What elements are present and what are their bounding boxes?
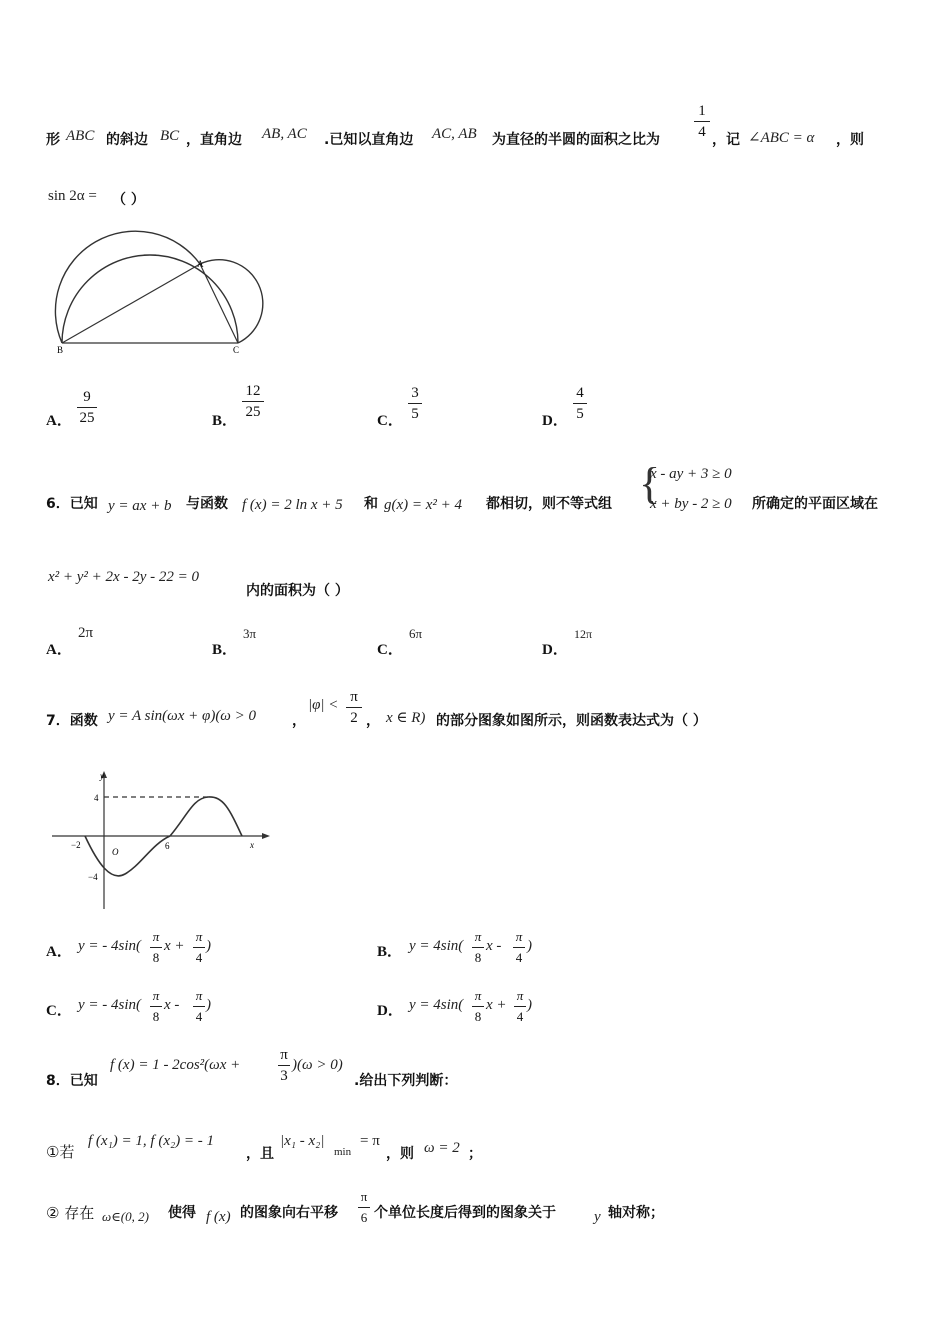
q6-option-d-label: D． (542, 642, 568, 658)
q6-text-4: 都相切，则不等式组 (486, 496, 612, 512)
q8-statement-1-pi: = π (360, 1133, 380, 1149)
q7-pi-half-fraction: π 2 (346, 688, 362, 727)
q8-statement-1-prefix: ①若 (46, 1143, 75, 1161)
q7-option-c-frac-1: π 8 (150, 987, 162, 1026)
q5-text-1: 形 (46, 132, 60, 148)
q5-option-b-label: B． (212, 413, 238, 429)
q5-figure-label-c: C (233, 345, 240, 355)
q7-option-a-frac-2: π 4 (193, 928, 205, 967)
q7-option-b-frac-1: π 8 (472, 928, 484, 967)
q7-math-func: y = A sin(ωx + φ)(ω > 0 (108, 708, 257, 724)
q5-option-d-value: 4 5 (573, 384, 587, 423)
q7-option-d-mid: x + (486, 997, 507, 1013)
q7-graph-x-label: x (250, 840, 254, 850)
q7-sine-graph (48, 768, 270, 913)
q7-graph-tick-neg2: −2 (71, 840, 81, 850)
q5-text-6: ，记 (712, 132, 740, 148)
q6-option-a-value: 2π (78, 625, 94, 641)
q7-math-domain: x ∈ R) (386, 710, 426, 726)
q7-option-c-mid: x - (164, 997, 180, 1013)
q7-option-c-pre: y = - 4sin( (78, 997, 142, 1013)
q7-option-b-pre: y = 4sin( (409, 938, 464, 954)
q7-option-d-label: D． (377, 1003, 403, 1019)
q8-statement-2-fx: f (x) (206, 1209, 231, 1225)
q6-text-2: 与函数 (186, 496, 228, 512)
q8-statement-2-text-4: 轴对称； (608, 1205, 664, 1221)
q7-option-d-post: ) (527, 997, 532, 1013)
q8-statement-1-end: ； (468, 1146, 482, 1162)
q7-option-d-frac-2: π 4 (514, 987, 526, 1026)
q7-option-d-frac-1: π 8 (472, 987, 484, 1026)
q7-option-a-label: A． (46, 944, 72, 960)
q5-math-abc: ABC (66, 128, 95, 144)
q8-statement-2-omega-range: ω∈(0, 2) (102, 1209, 149, 1224)
q5-semicircle-figure (50, 225, 270, 360)
q7-option-c-label: C． (46, 1003, 72, 1019)
q7-text-4: 的部分图象如图所示，则函数表达式为（ ） (436, 713, 707, 729)
q8-math-f-part-1: f (x) = 1 - 2cos²(ωx + (110, 1057, 241, 1073)
q7-option-b-post: ) (527, 938, 532, 954)
q8-statement-2-text-1: 使得 (168, 1205, 196, 1221)
q8-statement-1-values: f (x₁) = 1, f (x₂) = - 1 (88, 1133, 215, 1149)
q8-statement-1-omega: ω = 2 (424, 1140, 460, 1156)
q6-math-f: f (x) = 2 ln x + 5 (242, 497, 343, 513)
q5-option-b-value: 12 25 (242, 382, 264, 421)
q8-statement-1-then: ，则 (386, 1146, 414, 1162)
q5-option-a-label: A． (46, 413, 72, 429)
q7-option-a-post: ) (206, 938, 211, 954)
q7-graph-tick-4: 4 (94, 793, 99, 803)
q8-statement-1-min: min (334, 1146, 352, 1158)
q6-option-a-label: A． (46, 642, 72, 658)
q6-text-3: 和 (364, 496, 378, 512)
q7-option-b-mid: x - (486, 938, 502, 954)
q6-option-d-value: 12π (574, 627, 593, 641)
q8-statement-1-abs: |x₁ - x₂| (280, 1133, 325, 1149)
q6-option-b-value: 3π (243, 626, 257, 641)
q7-graph-origin: O (112, 847, 119, 857)
q7-text-2: ， (292, 713, 306, 729)
q7-text-1: 7．函数 (46, 713, 98, 729)
q8-text-2: .给出下列判断： (354, 1073, 458, 1089)
q5-math-bc: BC (160, 128, 180, 144)
q6-option-c-label: C． (377, 642, 403, 658)
q7-math-phi: |φ| < (308, 697, 339, 713)
q5-option-a-value: 9 25 (77, 388, 97, 427)
q7-graph-tick-neg4: −4 (88, 872, 98, 882)
q5-text-2: 的斜边 (106, 132, 148, 148)
q5-figure-label-b: B (57, 345, 64, 355)
q5-ratio-fraction: 1 4 (694, 102, 710, 141)
q6-option-c-value: 6π (409, 626, 423, 641)
q7-option-b-label: B． (377, 944, 403, 960)
q6-option-b-label: B． (212, 642, 238, 658)
q6-system-ineq-2: x + by - 2 ≥ 0 (650, 496, 732, 512)
q6-math-g: g(x) = x² + 4 (384, 497, 463, 513)
q6-text-6: 内的面积为（ ） (246, 583, 349, 599)
q5-math-angle: ∠ABC = α (748, 130, 815, 146)
q5-math-legs-2: AC, AB (432, 126, 477, 142)
q7-text-3: ， (366, 713, 380, 729)
q5-math-legs: AB, AC (262, 126, 307, 142)
q7-option-c-post: ) (206, 997, 211, 1013)
q8-statement-2-text-2: 的图象向右平移 (240, 1205, 338, 1221)
q8-statement-2-y: y (594, 1209, 601, 1225)
q6-text-1: 6．已知 (46, 496, 98, 512)
q8-math-f-part-2: )(ω > 0) (292, 1057, 343, 1073)
q8-math-pi-third: π 3 (278, 1046, 290, 1085)
q8-text-1: 8．已知 (46, 1073, 98, 1089)
q7-graph-tick-6: 6 (165, 841, 170, 851)
q8-statement-1-and: ，且 (246, 1146, 274, 1162)
q5-text-4: .已知以直角边 (324, 132, 414, 148)
q6-text-5: 所确定的平面区域在 (752, 496, 878, 512)
q7-graph-y-label: y (100, 771, 104, 781)
q5-text-5: 为直径的半圆的面积之比为 (492, 132, 660, 148)
q5-option-d-label: D． (542, 413, 568, 429)
q7-option-a-mid: x + (164, 938, 185, 954)
q8-statement-2-prefix: ② 存在 (46, 1204, 95, 1222)
q5-figure-label-a: A (197, 259, 204, 269)
q6-system-brace: { (639, 459, 661, 508)
q5-text-3: ，直角边 (186, 132, 242, 148)
q5-option-c-value: 3 5 (408, 384, 422, 423)
q8-statement-2-text-3: 个单位长度后得到的图象关于 (374, 1205, 556, 1221)
q7-option-a-frac-1: π 8 (150, 928, 162, 967)
q6-math-circle: x² + y² + 2x - 2y - 22 = 0 (48, 569, 199, 585)
q7-option-a-pre: y = - 4sin( (78, 938, 142, 954)
q7-option-b-frac-2: π 4 (513, 928, 525, 967)
q5-text-7: ，则 (836, 132, 864, 148)
q5-option-c-label: C． (377, 413, 403, 429)
q8-statement-2-pi-sixth: π 6 (358, 1188, 370, 1227)
q5-sin2alpha: sin 2α = (48, 188, 97, 204)
q7-option-d-pre: y = 4sin( (409, 997, 464, 1013)
q6-system-ineq-1: x - ay + 3 ≥ 0 (650, 466, 732, 482)
q7-option-c-frac-2: π 4 (193, 987, 205, 1026)
q5-paren: （ ） (112, 192, 145, 208)
q6-math-line: y = ax + b (108, 498, 172, 514)
